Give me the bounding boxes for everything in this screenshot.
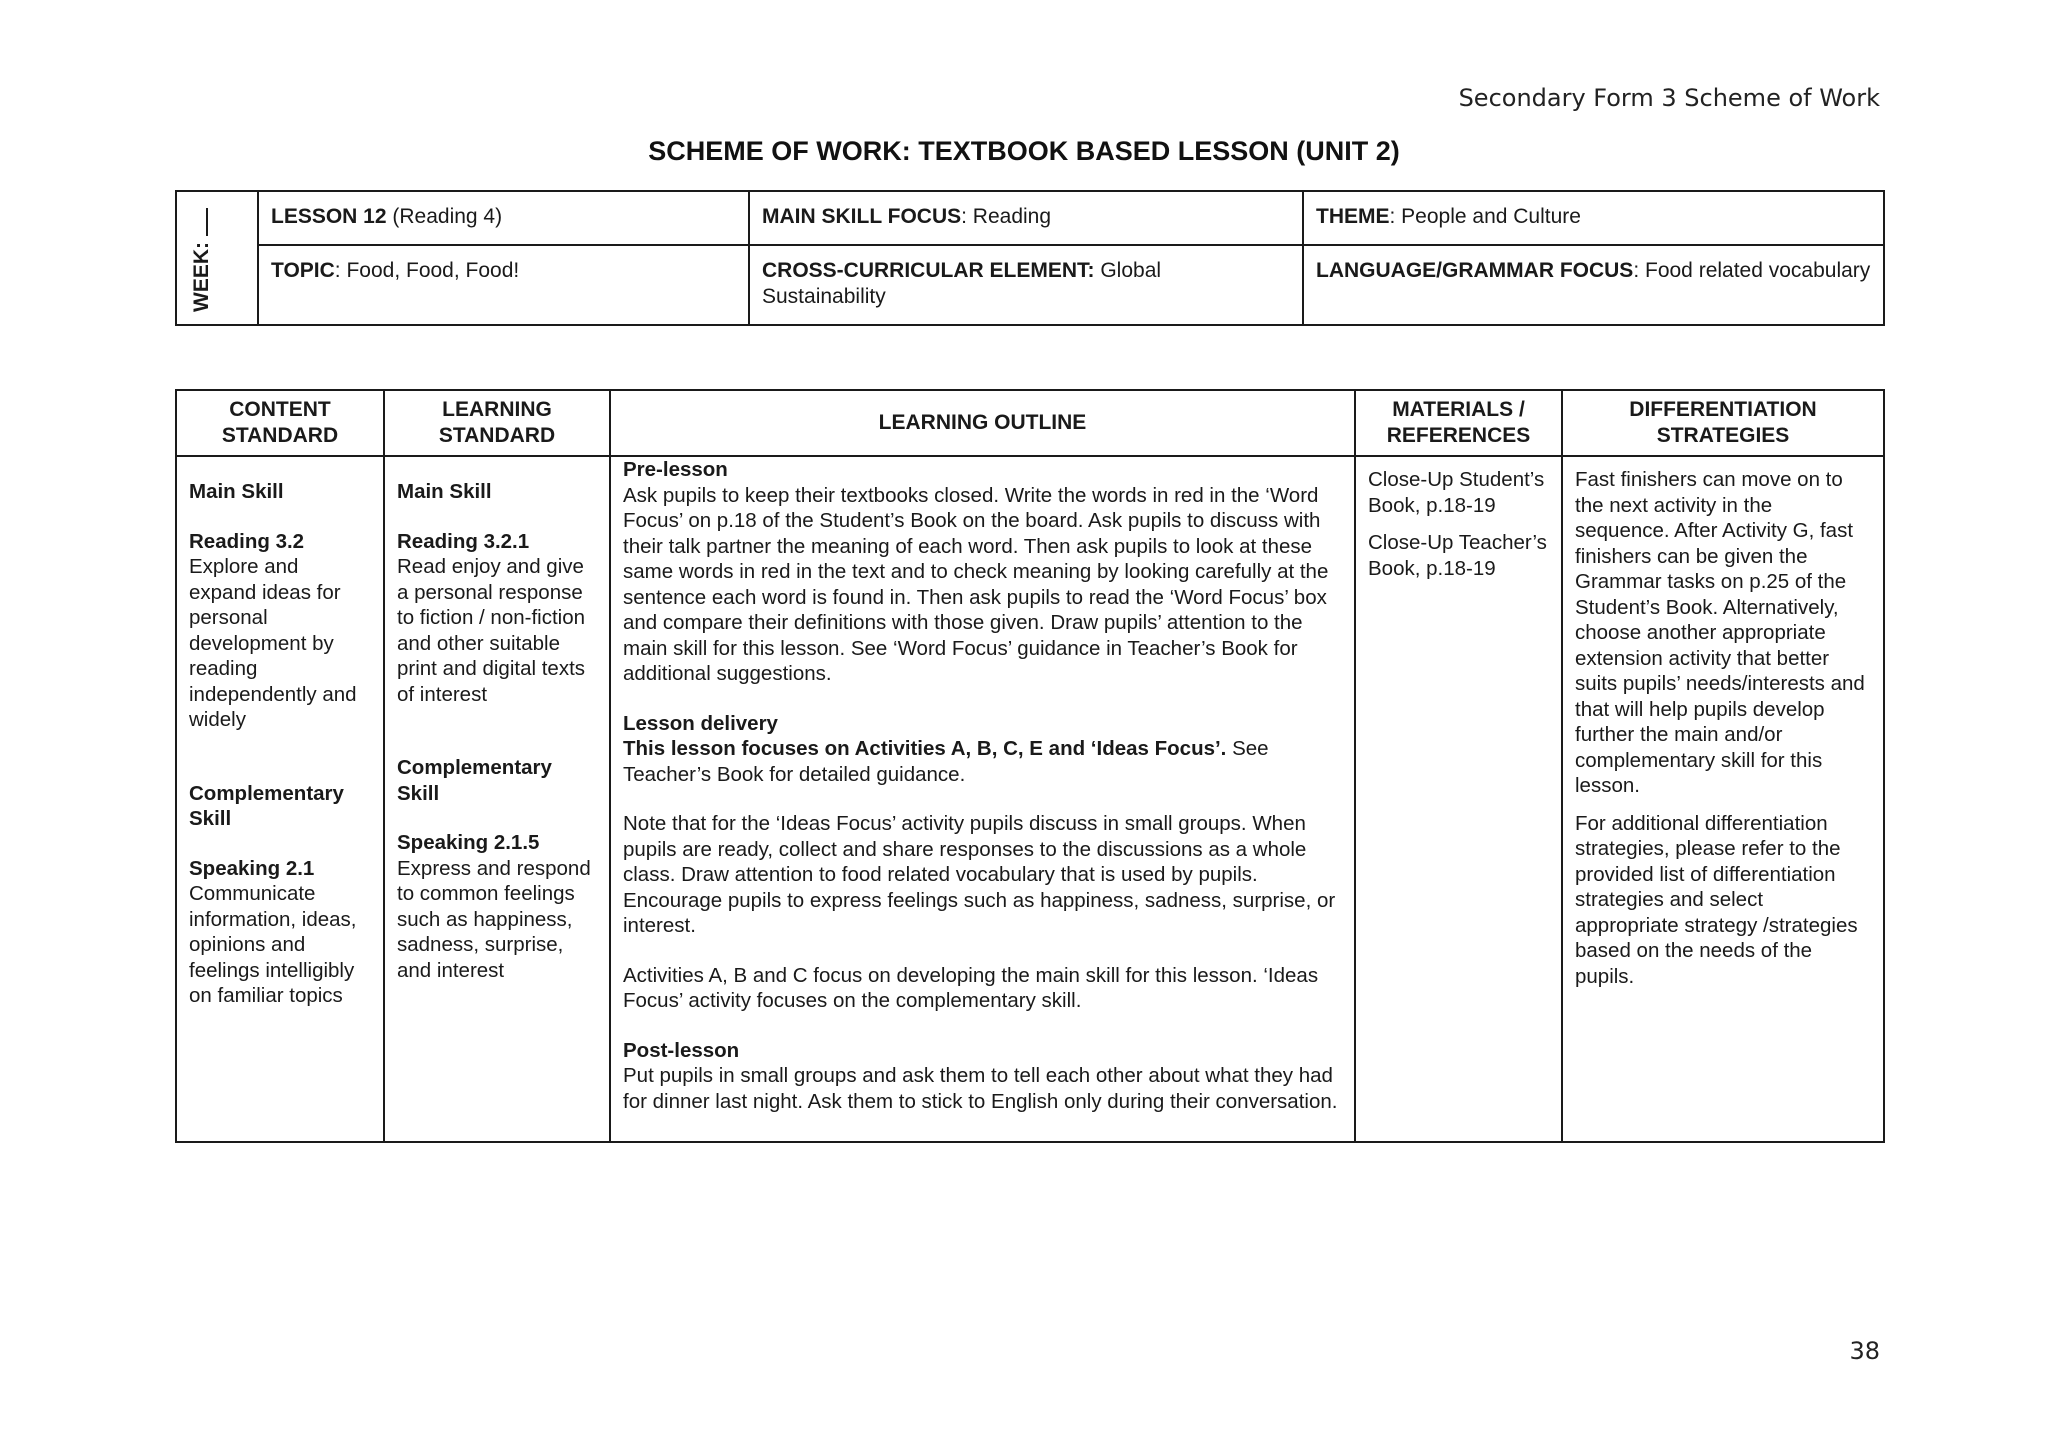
post-lesson-heading: Post-lesson xyxy=(623,1038,740,1062)
cross-curricular-cell xyxy=(749,245,1303,325)
content-main-skill-heading: Main Skill xyxy=(189,480,284,503)
topic-cell xyxy=(258,245,749,325)
learning-main-skill-heading: Main Skill xyxy=(397,480,492,503)
theme-cell xyxy=(1303,191,1884,245)
theme-label: THEME xyxy=(1316,205,1390,228)
learning-outline-cell xyxy=(610,456,1355,1142)
content-comp-text: Communicate information, ideas, opinions and feelings intelligibly on familiar topics xyxy=(189,882,357,1007)
main-skill-focus-label: MAIN SKILL FOCUS xyxy=(762,205,962,228)
ideas-focus-note: Note that for the ‘Ideas Focus’ activity pupils discuss in small groups. When pupils are ready, collect and share responses to the discussions as a whole class. Draw attention to food related vocabulary that is used by pupils. Encourage pupils to express feelings such as happiness, sadness, surprise, or interest. xyxy=(623,812,1336,937)
topic-value: : Food, Food, Food! xyxy=(334,259,520,282)
lesson-info-table xyxy=(175,190,1885,326)
post-lesson-text: Put pupils in small groups and ask them to tell each other about what they had for dinner last night. Ask them to stick to English only during their conversation. xyxy=(623,1064,1338,1113)
grammar-focus-label: LANGUAGE/GRAMMAR FOCUS xyxy=(1316,259,1634,282)
content-comp-skill-heading: Complementary Skill xyxy=(189,781,344,830)
header-materials: MATERIALS / REFERENCES xyxy=(1355,390,1562,456)
material-student-book: Close-Up Student’s Book, p.18-19 xyxy=(1368,468,1545,517)
content-main-code: Reading 3.2 xyxy=(189,529,305,553)
learning-standard-cell xyxy=(384,456,610,1142)
pre-lesson-heading: Pre-lesson xyxy=(623,458,728,481)
header-content-standard: CONTENT STANDARD xyxy=(176,390,384,456)
header-learning-standard: LEARNING STANDARD xyxy=(384,390,610,456)
document-title: SCHEME OF WORK: TEXTBOOK BASED LESSON (UNIT 2) xyxy=(648,136,1400,166)
topic-label: TOPIC xyxy=(271,259,335,282)
page-number: 38 xyxy=(1849,1337,1880,1365)
differentiation-fast-finishers: Fast finishers can move on to the next activity in the sequence. After Activity G, fast finishers can be given the Grammar tasks on p.25 of the Student’s Book. Alternatively, choose another appropriate extension activity that better suits pupils’ needs/interests and that will help pupils develop further the main and/or complementary skill for this lesson. xyxy=(1575,468,1865,797)
lesson-plan-table xyxy=(175,389,1885,1143)
header-differentiation: DIFFERENTIATION STRATEGIES xyxy=(1562,390,1884,456)
main-skill-focus-cell xyxy=(749,191,1303,245)
learning-main-text: Read enjoy and give a personal response to fiction / non-fiction and other suitable print and digital texts of interest xyxy=(397,555,586,706)
header-learning-outline: LEARNING OUTLINE xyxy=(610,390,1355,456)
grammar-focus-value: : Food related vocabulary xyxy=(1633,259,1871,282)
learning-comp-code: Speaking 2.1.5 xyxy=(397,831,540,854)
cross-curricular-value: Global Sustainability xyxy=(762,259,1162,308)
learning-comp-skill-heading: Complementary Skill xyxy=(397,756,552,805)
activities-note: Activities A, B and C focus on developing the main skill for this lesson. ‘Ideas Focus’ activity focuses on the complementary skill. xyxy=(623,963,1319,1012)
content-comp-code: Speaking 2.1 xyxy=(189,856,315,880)
grammar-focus-cell xyxy=(1303,245,1884,325)
cross-curricular-label: CROSS-CURRICULAR ELEMENT: xyxy=(762,259,1095,282)
running-header: Secondary Form 3 Scheme of Work xyxy=(1458,84,1880,112)
week-cell: WEEK: xyxy=(176,191,258,325)
pre-lesson-text: Ask pupils to keep their textbooks closed. Write the words in red in the ‘Word Focus’ on p.18 of the Student’s Book on the board. Ask pupils to discuss with their talk partner the meaning of each word. Then ask pupils to look at these same words in red in the text and to check meaning by looking carefully at the sentence each word is found in. Then ask pupils to read the ‘Word Focus’ box and compare their definitions with those given. Draw pupils’ attention to the main skill for this lesson. See ‘Word Focus’ guidance in Teacher’s Book for additional suggestions. xyxy=(623,483,1329,685)
differentiation-additional: For additional differentiation strategies, please refer to the provided list of differentiation strategies and select appropriate strategy /strategies based on the needs of the pupils. xyxy=(1575,811,1858,988)
learning-comp-text: Express and respond to common feelings such as happiness, sadness, surprise, and interest xyxy=(397,856,591,982)
material-teacher-book: Close-Up Teacher’s Book, p.18-19 xyxy=(1368,531,1547,580)
differentiation-cell xyxy=(1562,456,1884,1142)
lesson-value: (Reading 4) xyxy=(386,205,503,228)
lesson-delivery-text: This lesson focuses on Activities A, B, C, E and ‘Ideas Focus’. See Teacher’s Book for detailed guidance. xyxy=(623,737,1269,786)
content-main-text: Explore and expand ideas for personal development by reading independently and widely xyxy=(189,555,357,731)
lesson-delivery-heading: Lesson delivery xyxy=(623,711,778,735)
main-skill-focus-value: : Reading xyxy=(961,205,1052,228)
lesson-label: LESSON 12 xyxy=(271,205,387,228)
materials-cell xyxy=(1355,456,1562,1142)
content-standard-cell xyxy=(176,456,384,1142)
learning-main-code: Reading 3.2.1 xyxy=(397,529,530,553)
theme-value: : People and Culture xyxy=(1389,205,1581,228)
lesson-cell xyxy=(258,191,749,245)
